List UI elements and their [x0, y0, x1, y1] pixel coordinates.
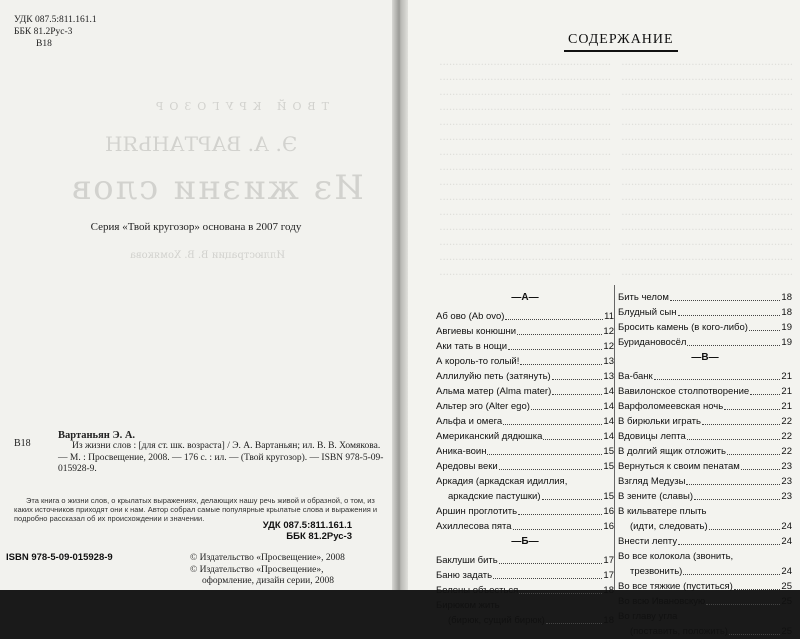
bibliographic-record: [14, 430, 386, 476]
toc-entry-title: Аки тать в нощи: [436, 341, 508, 352]
toc-entry-title: Взгляд Медузы: [618, 476, 686, 487]
toc-entry-title: А король-то голый!: [436, 356, 520, 367]
toc-entry: [436, 568, 614, 583]
isbn: ISBN 978-5-09-015928-9: [6, 552, 113, 563]
toc-leader-dots: [519, 583, 602, 594]
toc-entry: [618, 504, 792, 519]
toc-entry-page: 18: [603, 585, 614, 596]
toc-entry-page: 17: [603, 570, 614, 581]
toc-leader-dots: [749, 320, 780, 331]
toc-entry-page: 12: [603, 341, 614, 352]
toc-entry: [618, 414, 792, 429]
toc-leader-dots: [517, 324, 602, 335]
toc-entry-title: Баклуши бить: [436, 555, 498, 566]
toc-section-letter: — А —: [436, 292, 614, 303]
toc-leader-dots: [503, 414, 602, 425]
toc-entry-page: 14: [603, 401, 614, 412]
toc-entry-page: 18: [781, 307, 792, 318]
toc-entry: [436, 414, 614, 429]
toc-entry: [436, 504, 614, 519]
toc-section-letter: — Б —: [436, 536, 614, 547]
toc-entry-page: 23: [781, 491, 792, 502]
toc-leader-dots: [505, 309, 603, 320]
toc-leader-dots: [741, 459, 781, 470]
toc-entry-title: Альтер эго (Alter ego): [436, 401, 530, 412]
toc-entry-title: Во все колокола (звонить,: [618, 551, 734, 562]
toc-entry-page: 18: [603, 615, 614, 626]
toc-entry: [618, 579, 792, 594]
copyright-block: [190, 553, 345, 588]
copyright-line: оформление, дизайн серии, 2008: [202, 576, 335, 586]
toc-entry-title: Бить челом: [618, 292, 669, 303]
toc-entry: [618, 549, 792, 564]
toc-entry-page: 21: [781, 401, 792, 412]
show-through-text: ...................................................... ...................................................... ...................................................... ...................................................... ...................................................... ...................................................... ...................................................... ...................................................... ...................................................... ...................................................... ...................................................... ...................................................... ...................................................... ...................................................... ......................................................: [621, 57, 793, 278]
toc-leader-dots: [683, 564, 780, 575]
toc-leader-dots: [729, 624, 780, 635]
toc-leader-dots: [678, 305, 781, 316]
toc-entry: [436, 309, 614, 324]
toc-entry: [436, 429, 614, 444]
classification-codes: [14, 14, 97, 50]
toc-leader-dots: [531, 399, 603, 410]
toc-leader-dots: [750, 384, 780, 395]
toc-entry-continuation: [618, 519, 792, 534]
toc-leader-dots: [543, 429, 602, 440]
toc-entry-title: В кильватере плыть: [618, 506, 707, 517]
toc-entry-page: 23: [781, 461, 792, 472]
toc-entry-title: В бирюльки играть: [618, 416, 701, 427]
toc-entry: [436, 598, 614, 613]
bib-author-sign: В18: [14, 438, 31, 449]
toc-entry: [436, 459, 614, 474]
toc-entry-continuation: [436, 613, 614, 628]
toc-entry: [436, 399, 614, 414]
toc-entry: [618, 609, 792, 624]
toc-entry-title: Белены объесться: [436, 585, 519, 596]
toc-leader-dots: [508, 339, 602, 350]
toc-entry-title: Баню задать: [436, 570, 493, 581]
toc-entry-page: 18: [781, 292, 792, 303]
toc-leader-dots: [670, 290, 781, 301]
toc-entry-title: Вернуться к своим пенатам: [618, 461, 740, 472]
toc-entry-page: 22: [781, 431, 792, 442]
copyright-line: © Издательство «Просвещение»,: [190, 564, 324, 575]
toc-entry-page: 11: [604, 311, 614, 322]
toc-entry-page: 23: [781, 476, 792, 487]
toc-entry-title: Внести лепту: [618, 536, 678, 547]
toc-entry-title: В зените (славы): [618, 491, 694, 502]
toc-entry: [618, 459, 792, 474]
toc-leader-dots: [654, 369, 781, 380]
bib-description: Из жизни слов : [для ст. шк. возраста] / Э. А. Вартаньян; ил. В. В. Хомякова. — М. : Просвещение, 2008. — 176 с. : ил. — (Твой кругозор). — ISBN 978-5-09-015928-9.: [58, 441, 384, 474]
toc-entry-title: Бросить камень (в кого-либо): [618, 322, 748, 333]
toc-entry-page: 16: [603, 506, 614, 517]
toc-entry: [618, 290, 792, 305]
toc-entry: [618, 335, 792, 350]
imprint-page: [0, 0, 392, 590]
toc-leader-dots: [702, 414, 780, 425]
show-through-author: Э. А. ВАРТАНЬЯН: [105, 132, 298, 156]
toc-entry-title: (поставить, положить): [630, 626, 728, 637]
toc-leader-dots: [520, 354, 602, 365]
bbk-code: ББК 81.2Рус-3: [14, 27, 73, 37]
toc-entry: [618, 444, 792, 459]
show-through-illustrator: Иллюстрации В. В. Хомякова: [130, 250, 286, 261]
toc-entry-title: Американский дядюшка: [436, 431, 543, 442]
toc-leader-dots: [546, 613, 603, 624]
toc-entry: [618, 320, 792, 335]
toc-entry-title: В долгий ящик отложить: [618, 446, 726, 457]
toc-entry-page: 15: [603, 446, 614, 457]
toc-entry-page: 19: [781, 337, 792, 348]
book-spine-gutter: [392, 0, 408, 590]
toc-entry-page: 21: [781, 371, 792, 382]
show-through-title: Из жизни слов: [70, 168, 364, 208]
show-through-series: ТВОЙ КРУГОЗОР: [150, 100, 329, 113]
bib-author: Вартаньян Э. А.: [58, 430, 136, 441]
toc-entry-page: 21: [781, 386, 792, 397]
toc-entry: [436, 553, 614, 568]
toc-column-right: [618, 290, 792, 639]
toc-entry: [436, 519, 614, 534]
toc-entry-page: 13: [603, 371, 614, 382]
toc-entry-title: Аллилуйю петь (затянуть): [436, 371, 551, 382]
toc-entry-title: Аб ово (Ab ovo): [436, 311, 505, 322]
toc-entry-title: Во всю Ивановскую: [618, 596, 706, 607]
toc-entry-page: 25: [781, 626, 792, 637]
toc-entry-title: (бирюк, сущий бирюк): [448, 615, 545, 626]
toc-leader-dots: [487, 444, 602, 455]
toc-entry-page: 15: [603, 461, 614, 472]
column-divider: [614, 285, 615, 590]
copyright-line: © Издательство «Просвещение», 2008: [190, 553, 345, 563]
toc-entry-title: Аршин проглотить: [436, 506, 518, 517]
toc-column-left: [436, 290, 614, 628]
toc-entry-page: 14: [603, 416, 614, 427]
toc-entry-page: 24: [781, 536, 792, 547]
udk-code-bottom: УДК 087.5:811.161.1: [262, 520, 352, 531]
toc-entry: [436, 444, 614, 459]
toc-entry: [618, 594, 792, 609]
annotation: Эта книга о жизни слов, о крылатых выражениях, делающих нашу речь живой и образной, о том, из каких источников приходят они к нам. Автор собрал самые популярные крылатые слова и выражения и подробно рассказал об их происхождении и значении.: [14, 496, 378, 523]
contents-page: [408, 0, 800, 637]
toc-entry-page: 13: [603, 356, 614, 367]
toc-entry-title: Аредовы веки: [436, 461, 498, 472]
toc-entry-title: Ахиллесова пята: [436, 521, 512, 532]
toc-entry-title: трезвонить): [630, 566, 683, 577]
toc-entry: [618, 474, 792, 489]
toc-entry: [618, 534, 792, 549]
toc-leader-dots: [499, 553, 603, 564]
toc-entry: [436, 583, 614, 598]
toc-leader-dots: [687, 335, 780, 346]
toc-leader-dots: [552, 369, 603, 380]
classification-codes-bottom: [263, 520, 352, 542]
toc-entry-page: 24: [781, 521, 792, 532]
toc-entry-title: Варфоломеевская ночь: [618, 401, 724, 412]
toc-leader-dots: [727, 444, 780, 455]
toc-leader-dots: [493, 568, 602, 579]
toc-entry-title: Авгиевы конюшни: [436, 326, 517, 337]
toc-leader-dots: [552, 384, 602, 395]
toc-leader-dots: [499, 459, 603, 470]
toc-leader-dots: [542, 489, 603, 500]
toc-entry: [436, 384, 614, 399]
toc-entry-title: (идти, следовать): [630, 521, 708, 532]
toc-entry: [618, 429, 792, 444]
toc-entry-title: Бирюком жить: [436, 600, 500, 611]
toc-entry-page: 25: [781, 596, 792, 607]
toc-entry-title: Аркадия (аркадская идиллия,: [436, 476, 568, 487]
toc-leader-dots: [709, 519, 781, 530]
toc-leader-dots: [686, 474, 780, 485]
toc-entry: [618, 369, 792, 384]
show-through-text: ...................................................... ...................................................... ...................................................... ...................................................... ...................................................... ...................................................... ...................................................... ...................................................... ...................................................... ...................................................... ...................................................... ...................................................... ...................................................... ...................................................... ......................................................: [439, 57, 611, 278]
toc-entry-continuation: [618, 564, 792, 579]
toc-entry-title: Вдовицы лепта: [618, 431, 686, 442]
toc-entry: [436, 339, 614, 354]
toc-entry-title: Во главу угла: [618, 611, 678, 622]
toc-entry-continuation: [618, 624, 792, 639]
toc-entry-page: 19: [781, 322, 792, 333]
toc-leader-dots: [724, 399, 780, 410]
toc-leader-dots: [734, 579, 781, 590]
toc-leader-dots: [518, 504, 602, 515]
toc-entry-title: Блудный сын: [618, 307, 677, 318]
toc-leader-dots: [678, 534, 780, 545]
toc-title: СОДЕРЖАНИЕ: [568, 32, 674, 47]
toc-entry-page: 17: [603, 555, 614, 566]
toc-entry-page: 22: [781, 416, 792, 427]
toc-entry-page: 22: [781, 446, 792, 457]
toc-entry-continuation: [436, 489, 614, 504]
udk-code: УДК 087.5:811.161.1: [14, 15, 97, 25]
toc-leader-dots: [694, 489, 780, 500]
toc-entry-title: Альма матер (Alma mater): [436, 386, 552, 397]
toc-entry-title: Ва-банк: [618, 371, 653, 382]
toc-entry-title: аркадские пастушки): [448, 491, 541, 502]
toc-entry: [618, 305, 792, 320]
toc-entry: [436, 369, 614, 384]
bbk-code-bottom: ББК 81.2Рус-3: [286, 531, 352, 542]
toc-section-letter: — В —: [618, 352, 792, 363]
toc-entry-page: 14: [603, 386, 614, 397]
toc-entry-page: 25: [781, 581, 792, 592]
toc-entry: [618, 384, 792, 399]
series-note: Серия «Твой кругозор» основана в 2007 году: [90, 221, 302, 233]
toc-leader-dots: [687, 429, 781, 440]
toc-entry: [436, 474, 614, 489]
toc-entry-page: 15: [603, 491, 614, 502]
author-sign: В18: [36, 39, 52, 49]
toc-entry-page: 14: [603, 431, 614, 442]
toc-entry: [618, 489, 792, 504]
toc-entry: [618, 399, 792, 414]
toc-entry-page: 24: [781, 566, 792, 577]
toc-entry-title: Во все тяжкие (пуститься): [618, 581, 733, 592]
toc-entry: [436, 324, 614, 339]
toc-entry-title: Альфа и омега: [436, 416, 503, 427]
toc-leader-dots: [706, 594, 780, 605]
toc-entry-page: 16: [603, 521, 614, 532]
toc-entry-title: Буридановосёл: [618, 337, 687, 348]
toc-entry-title: Аника-воин: [436, 446, 487, 457]
toc-leader-dots: [513, 519, 603, 530]
toc-entry-page: 12: [603, 326, 614, 337]
toc-entry: [436, 354, 614, 369]
toc-entry-title: Вавилонское столпотворение: [618, 386, 750, 397]
